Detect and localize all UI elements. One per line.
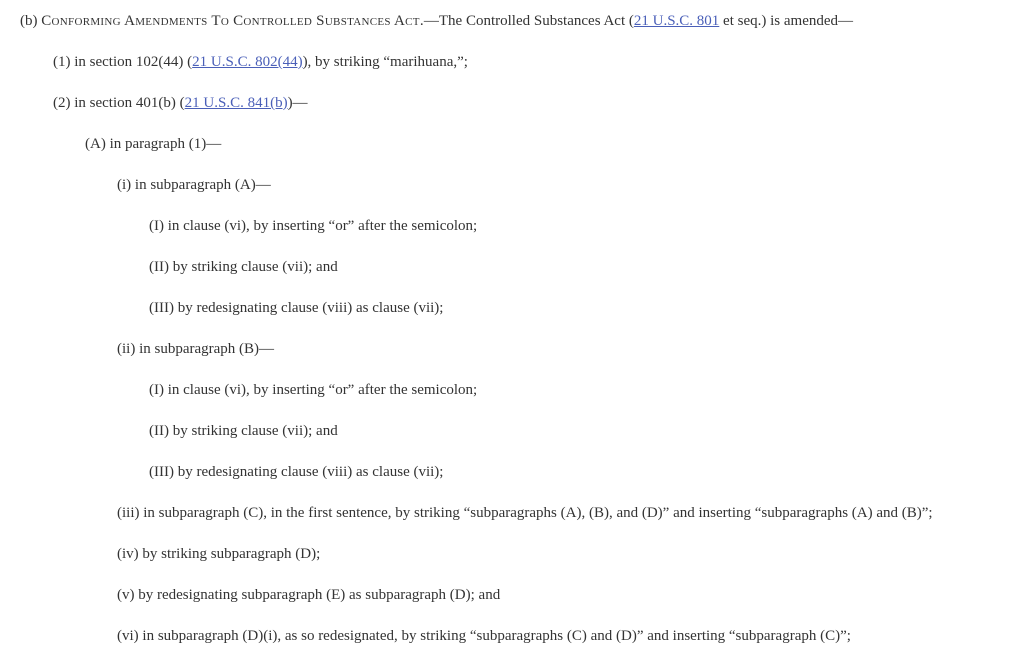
subparagraph-ii: (ii) in subparagraph (B)— xyxy=(117,341,275,357)
subparagraph-iii: (iii) in subparagraph (C), in the first sentence, by striking “subparagraphs (A), (B), and (D)” and inserting “subparagraphs (A) and (B)”; xyxy=(117,505,933,521)
section-title: Conforming Amendments To Controlled Substances Act. xyxy=(41,13,424,29)
sub-i-clause-I: (I) in clause (vi), by inserting “or” after the semicolon; xyxy=(149,218,478,234)
subparagraph-vi: (vi) in subparagraph (D)(i), as so redesignated, by striking “subparagraphs (C) and (D)” and inserting “subparagraph (C)”; xyxy=(117,628,851,644)
paragraph-2-end: )— xyxy=(287,95,308,111)
paragraph-2-text: (2) in section 401(b) ( xyxy=(53,95,185,111)
paragraph-1 xyxy=(53,52,468,72)
subparagraph-iv: (iv) by striking subparagraph (D); xyxy=(117,546,321,562)
usc-802-44-link[interactable]: 21 U.S.C. 802(44) xyxy=(192,54,303,70)
subparagraph-v: (v) by redesignating subparagraph (E) as subparagraph (D); and xyxy=(117,587,501,603)
sub-i-clause-II: (II) by striking clause (vii); and xyxy=(149,259,338,275)
sub-ii-clause-II: (II) by striking clause (vii); and xyxy=(149,423,338,439)
section-intro-end: et seq.) is amended— xyxy=(719,13,854,29)
section-b-heading xyxy=(20,11,853,31)
sub-ii-clause-III: (III) by redesignating clause (viii) as clause (vii); xyxy=(149,464,444,480)
subparagraph-i: (i) in subparagraph (A)— xyxy=(117,177,271,193)
paragraph-1-end: ), by striking “marihuana,”; xyxy=(302,54,468,70)
usc-801-link[interactable]: 21 U.S.C. 801 xyxy=(633,13,720,29)
section-marker: (b) xyxy=(20,13,38,29)
sub-i-clause-III: (III) by redesignating clause (viii) as clause (vii); xyxy=(149,300,444,316)
paragraph-1-text: (1) in section 102(44) ( xyxy=(53,54,193,70)
usc-841-b-link[interactable]: 21 U.S.C. 841(b) xyxy=(184,95,288,111)
subsection-A: (A) in paragraph (1)— xyxy=(85,136,222,152)
section-intro: —The Controlled Substances Act ( xyxy=(423,13,634,29)
sub-ii-clause-I: (I) in clause (vi), by inserting “or” after the semicolon; xyxy=(149,382,478,398)
paragraph-2 xyxy=(53,93,308,113)
